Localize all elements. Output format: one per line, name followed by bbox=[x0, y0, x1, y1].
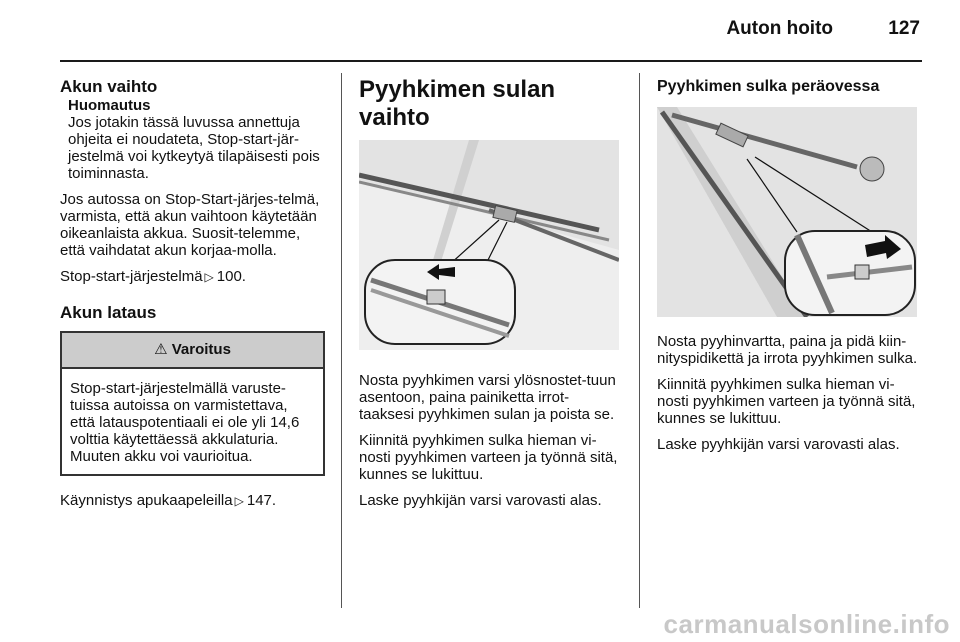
heading-battery-charging: Akun lataus bbox=[60, 303, 157, 322]
warning-box bbox=[60, 331, 325, 476]
note-title: Huomautus bbox=[68, 97, 151, 114]
page-reference[interactable]: 147. bbox=[246, 492, 277, 509]
warning-header bbox=[62, 333, 323, 369]
page-number: 127 bbox=[888, 18, 920, 39]
column-divider bbox=[639, 73, 640, 608]
note-box bbox=[68, 97, 325, 182]
column-2 bbox=[359, 76, 624, 518]
paragraph: Laske pyyhkijän varsi varovasti alas. bbox=[359, 492, 602, 509]
paragraph: Laske pyyhkijän varsi varovasti alas. bbox=[657, 436, 900, 453]
section-title: Auton hoito bbox=[726, 18, 834, 39]
paragraph: Nosta pyyhinvartta, paina ja pidä kiin-nityspidikettä ja irrota pyyhkimen sulka. bbox=[657, 333, 918, 367]
running-header bbox=[726, 18, 920, 40]
paragraph bbox=[60, 492, 325, 510]
paragraph bbox=[60, 268, 325, 286]
warning-text: Stop-start-järjestelmällä varuste-tuissa autoissa on varmistettava, että latauspotentiaali ei ole yli 14,6 volttia käytettäessä akkulaturia. Muuten akku voi vaurioitua. bbox=[70, 380, 300, 465]
heading-wiper-blade-replacement: Pyyhkimen sulan vaihto bbox=[359, 76, 556, 131]
paragraph-text: Käynnistys apukaapeleilla bbox=[60, 492, 233, 509]
page-reference[interactable]: 100. bbox=[216, 268, 246, 285]
heading-rear-wiper-blade: Pyyhkimen sulka peräovessa bbox=[657, 78, 880, 95]
header-rule bbox=[60, 60, 922, 62]
front-wiper-illustration bbox=[359, 140, 619, 350]
paragraph: Nosta pyyhkimen varsi ylösnostet-tuun asentoon, paina painiketta irrot-taaksesi pyyhkimen sulan ja poista se. bbox=[359, 372, 616, 423]
heading-battery-replacement: Akun vaihto bbox=[60, 77, 158, 96]
watermark: carmanualsonline.info bbox=[663, 609, 950, 639]
reference-arrow-icon: ▷ bbox=[234, 494, 244, 508]
column-1 bbox=[60, 78, 325, 519]
column-3 bbox=[657, 78, 922, 462]
column-divider bbox=[341, 73, 342, 608]
warning-title: Varoitus bbox=[171, 341, 231, 358]
note-text: Jos jotakin tässä luvussa annettuja ohjeita ei noudateta, Stop-start-jär-jestelmä voi kytkeytyä tilapäisesti pois toiminnasta. bbox=[68, 114, 320, 182]
paragraph: Kiinnitä pyyhkimen sulka hieman vi-nosti pyyhkimen varteen ja työnnä sitä, kunnes se lukittuu. bbox=[359, 432, 618, 483]
paragraph: Jos autossa on Stop-Start-järjes-telmä, varmista, että akun vaihtoon käytetään oikeanlaista akkua. Suosit-telemme, että vaihdatat akun korjaa-molla. bbox=[60, 191, 320, 259]
paragraph: Kiinnitä pyyhkimen sulka hieman vi-nosti pyyhkimen varteen ja työnnä sitä, kunnes se lukittuu. bbox=[657, 376, 916, 427]
rear-wiper-illustration bbox=[657, 107, 917, 317]
warning-triangle-icon: ⚠ bbox=[154, 341, 168, 358]
reference-arrow-icon: ▷ bbox=[204, 270, 214, 284]
paragraph-text: Stop-start-järjestelmä bbox=[60, 268, 203, 285]
